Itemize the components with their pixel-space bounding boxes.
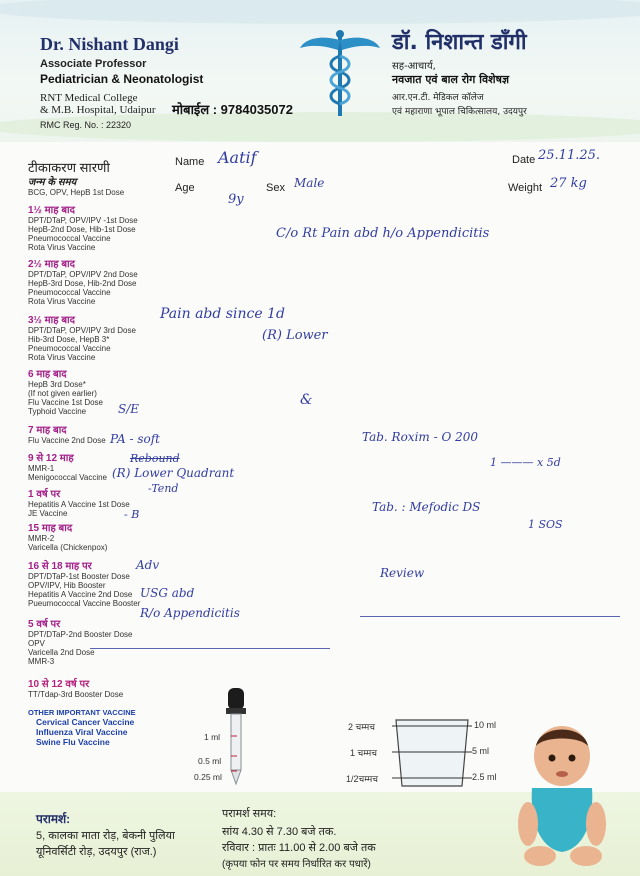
- spoon-half: 1/2चम्मच: [346, 774, 379, 784]
- sec-16-18-months: 16 से 18 माह पर DPT/DTaP-1st Booster Dose OPV/IPV, Hib Booster Hepatitis A Vaccine 2nd Dose Pueumococcal Vaccine Booster: [28, 561, 141, 608]
- rx-2: Tab. : Mefodic DS: [372, 500, 481, 514]
- rx-1: Tab. Roxim - O 200: [362, 430, 479, 444]
- note-tend: -Tend: [148, 482, 179, 495]
- note-ampersand: &: [300, 392, 313, 408]
- pen-stroke: [90, 648, 330, 649]
- note-adv: Adv: [136, 558, 160, 572]
- dropper-quarter-ml: 0.25 ml: [194, 772, 222, 782]
- other-vaccines: OTHER IMPORTANT VACCINE Cervical Cancer Vaccine Influenza Viral Vaccine Swine Flu Vaccine: [28, 708, 136, 747]
- dropper-half-ml: 0.5 ml: [198, 756, 222, 766]
- name-label: Name: [175, 156, 205, 168]
- date-value: 25.11.25.: [538, 148, 601, 163]
- sec-1-5-months: 1½ माह बाद DPT/DTaP, OPV/IPV -1st Dose HepB-2nd Dose, Hib-1st Dose Pneumococcal Vaccine Rota Virus Vaccine: [28, 205, 138, 252]
- note-rebound: Rebound: [130, 452, 180, 465]
- hospital-hi: एवं महाराणा भूपाल चिकित्सालय, उदयपुर: [392, 107, 527, 117]
- address-line-2: यूनिवर्सिटी रोड़, उदयपुर (राज.): [36, 846, 157, 858]
- timing-label: परामर्श समय:: [222, 808, 277, 820]
- note-se: S/E: [118, 402, 140, 416]
- sec-5-years: 5 वर्ष पर DPT/DTaP-2nd Booster Dose OPV Varicella 2nd Dose MMR-3: [28, 619, 133, 666]
- rmc-number: RMC Reg. No. : 22320: [40, 120, 132, 130]
- doctor-name-hi: डॉ. निशान्त डाँगी: [392, 30, 527, 55]
- sec-birth: जन्म के समय BCG, OPV, HepB 1st Dose: [28, 177, 125, 197]
- sex-label: Sex: [266, 182, 285, 194]
- date-label: Date: [512, 154, 536, 166]
- name-value: Aatif: [218, 148, 257, 167]
- dropper-1ml: 1 ml: [204, 732, 221, 742]
- consult-label: परामर्श:: [36, 812, 71, 826]
- signature-line: [360, 616, 620, 617]
- address-line-1: 5, कालका माता रोड़, बेकनी पुलिया: [36, 830, 175, 842]
- baby-illustration-icon: [510, 718, 614, 868]
- sec-6-months: 6 माह बाद HepB 3rd Dose* (If not given earlier) Flu Vaccine 1st Dose Typhoid Vaccine: [28, 369, 103, 416]
- dropper-icon: [218, 686, 254, 786]
- doctor-name-en: Dr. Nishant Dangi: [40, 34, 179, 54]
- hospital-en: & M.B. Hospital, Udaipur: [40, 104, 156, 116]
- letterhead: [0, 0, 640, 142]
- spoon-2: 2 चम्मच: [348, 722, 376, 732]
- designation-en: Associate Professor: [40, 58, 147, 70]
- note-b: - B: [124, 508, 140, 521]
- note-ro-appendicitis: R/o Appendicitis: [140, 606, 240, 620]
- note-finding: Pain abd since 1d: [160, 306, 285, 322]
- sec-15-months: 15 माह बाद MMR-2 Varicella (Chickenpox): [28, 523, 108, 552]
- designation-hi: सह-आचार्य,: [392, 61, 436, 72]
- age-label: Age: [175, 182, 195, 194]
- sec-9-12-months: 9 से 12 माह MMR-1 Menigococcal Vaccine: [28, 453, 108, 482]
- weight-label: Weight: [508, 182, 543, 194]
- caduceus-logo-icon: [298, 26, 382, 118]
- college-hi: आर.एन.टी. मेडिकल कॉलेज: [392, 93, 484, 103]
- weight-value: 27 kg: [550, 176, 587, 191]
- sec-7-months: 7 माह बाद Flu Vaccine 2nd Dose: [28, 425, 106, 445]
- specialty-hi: नवजात एवं बाल रोग विशेषज्ञ: [392, 73, 510, 86]
- sec-3-5-months: 3½ माह बाद DPT/DTaP, OPV/IPV 3rd Dose Hib-3rd Dose, HepB 3* Pneumococcal Vaccine Rota Virus Vaccine: [28, 315, 136, 362]
- ml-5: 5 ml: [472, 746, 490, 756]
- spoon-1: 1 चम्मच: [350, 748, 378, 758]
- sec-1-year: 1 वर्ष पर Hepatitis A Vaccine 1st Dose JE Vaccine: [28, 489, 130, 518]
- timing-weekday: सांय 4.30 से 7.30 बजे तक.: [222, 826, 337, 838]
- note-review: Review: [380, 566, 425, 580]
- note-location: (R) Lower: [262, 328, 328, 343]
- rx-1-dose: 1 ——— x 5d: [490, 456, 561, 469]
- sex-value: Male: [294, 176, 325, 190]
- rx-2-note: 1 SOS: [528, 518, 563, 531]
- schedule-title: टीकाकरण सारणी: [28, 160, 110, 175]
- specialty-en: Pediatrician & Neonatologist: [40, 72, 204, 86]
- college-en: RNT Medical College: [40, 92, 138, 104]
- mobile-number: मोबाईल : 9784035072: [172, 102, 293, 117]
- measuring-cup-icon: [392, 716, 472, 788]
- timing-sunday: रविवार : प्रातः 11.00 से 2.00 बजे तक: [222, 842, 376, 854]
- age-value: 9y: [228, 192, 244, 207]
- note-lower-quadrant: (R) Lower Quadrant: [112, 466, 235, 480]
- ml-2-5: 2.5 ml: [472, 772, 497, 782]
- sec-10-12-years: 10 से 12 वर्ष पर TT/Tdap-3rd Booster Dose: [28, 679, 124, 699]
- note-complaint: C/o Rt Pain abd h/o Appendicitis: [276, 226, 490, 241]
- sec-2-5-months: 2½ माह बाद DPT/DTaP, OPV/IPV 2nd Dose HepB-3rd Dose, Hib-2nd Dose Pneumococcal Vaccine Rota Virus Vaccine: [28, 259, 138, 306]
- ml-10: 10 ml: [474, 720, 497, 730]
- note-pa: PA - soft: [110, 432, 160, 446]
- note-usg: USG abd: [140, 586, 195, 600]
- timing-note: (कृपया फोन पर समय निर्धारित कर पधारें): [222, 859, 371, 870]
